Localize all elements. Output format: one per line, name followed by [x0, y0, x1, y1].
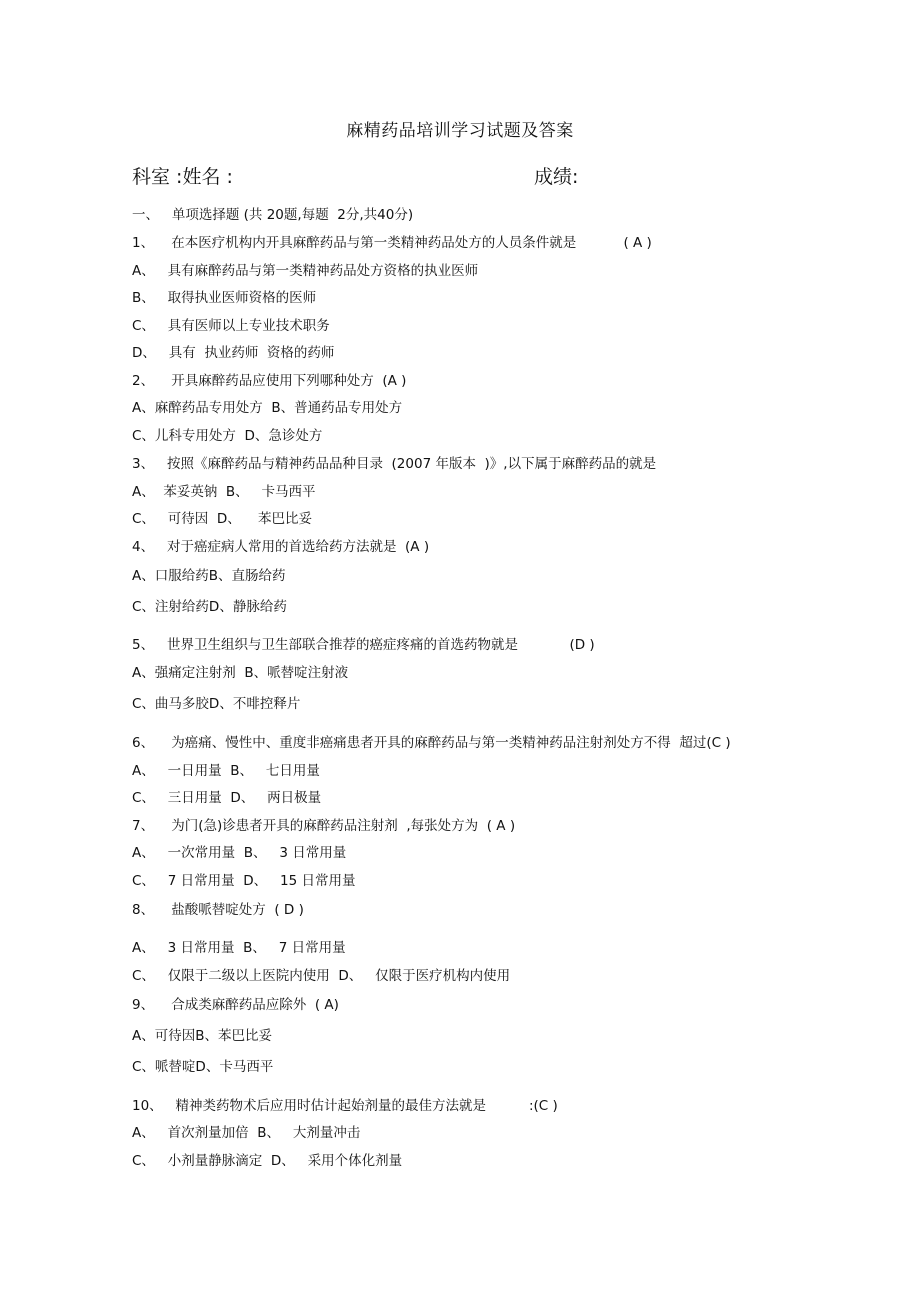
option-line: A、口服给药B、直肠给药 [132, 568, 286, 584]
option-line: A、强痛定注射剂 B、哌替啶注射液 [132, 665, 349, 681]
option-line: C、曲马多胶D、不啡控释片 [132, 696, 301, 712]
option-line: A、 一次常用量 B、 3 日常用量 [132, 845, 347, 861]
question-3: 3、 按照《麻醉药品与精神药品品种目录 (2007 年版本 )》,以下属于麻醉药品的就是 [132, 456, 657, 472]
question-8: 8、 盐酸哌替啶处方 ( D ) [132, 902, 304, 918]
option-line: D、 具有 执业药师 资格的药师 [132, 345, 335, 361]
department-name-field: 科室 :姓名 : [132, 166, 233, 188]
option-line: C、 三日用量 D、 两日极量 [132, 790, 322, 806]
option-line: A、麻醉药品专用处方 B、普通药品专用处方 [132, 400, 403, 416]
question-5: 5、 世界卫生组织与卫生部联合推荐的癌症疼痛的首选药物就是 (D ) [132, 637, 595, 653]
option-line: A、 3 日常用量 B、 7 日常用量 [132, 940, 346, 956]
question-9: 9、 合成类麻醉药品应除外 ( A) [132, 997, 339, 1013]
option-line: C、注射给药D、静脉给药 [132, 599, 287, 615]
question-1: 1、 在本医疗机构内开具麻醉药品与第一类精神药品处方的人员条件就是 ( A ) [132, 235, 652, 251]
question-6: 6、 为癌痛、慢性中、重度非癌痛患者开具的麻醉药品与第一类精神药品注射剂处方不得 超过(C ) [132, 735, 731, 751]
option-line: A、 具有麻醉药品与第一类精神药品处方资格的执业医师 [132, 263, 479, 279]
question-10: 10、 精神类药物术后应用时估计起始剂量的最佳方法就是 :(C ) [132, 1098, 558, 1114]
option-line: A、 苯妥英钠 B、 卡马西平 [132, 484, 316, 500]
score-field: 成绩: [534, 166, 579, 188]
section-heading: 一、 单项选择题 (共 20题,每题 2分,共40分) [132, 207, 414, 223]
option-line: A、 首次剂量加倍 B、 大剂量冲击 [132, 1125, 361, 1141]
option-line: B、 取得执业医师资格的医师 [132, 290, 317, 306]
option-line: C、 7 日常用量 D、 15 日常用量 [132, 873, 356, 889]
option-line: A、 一日用量 B、 七日用量 [132, 763, 320, 779]
option-line: C、哌替啶D、卡马西平 [132, 1059, 274, 1075]
exam-header [132, 162, 752, 188]
option-line: C、 仅限于二级以上医院内使用 D、 仅限于医疗机构内使用 [132, 968, 511, 984]
option-line: C、 具有医师以上专业技术职务 [132, 318, 330, 334]
option-line: C、 可待因 D、 苯巴比妥 [132, 511, 312, 527]
question-2: 2、 开具麻醉药品应使用下列哪种处方 (A ) [132, 373, 407, 389]
question-7: 7、 为门(急)诊患者开具的麻醉药品注射剂 ,每张处方为 ( A ) [132, 818, 516, 834]
question-4: 4、 对于癌症病人常用的首选给药方法就是 (A ) [132, 539, 430, 555]
option-line: A、可待因B、苯巴比妥 [132, 1028, 272, 1044]
option-line: C、 小剂量静脉滴定 D、 采用个体化剂量 [132, 1153, 403, 1169]
option-line: C、儿科专用处方 D、急诊处方 [132, 428, 323, 444]
document-title: 麻精药品培训学习试题及答案 [346, 121, 574, 141]
